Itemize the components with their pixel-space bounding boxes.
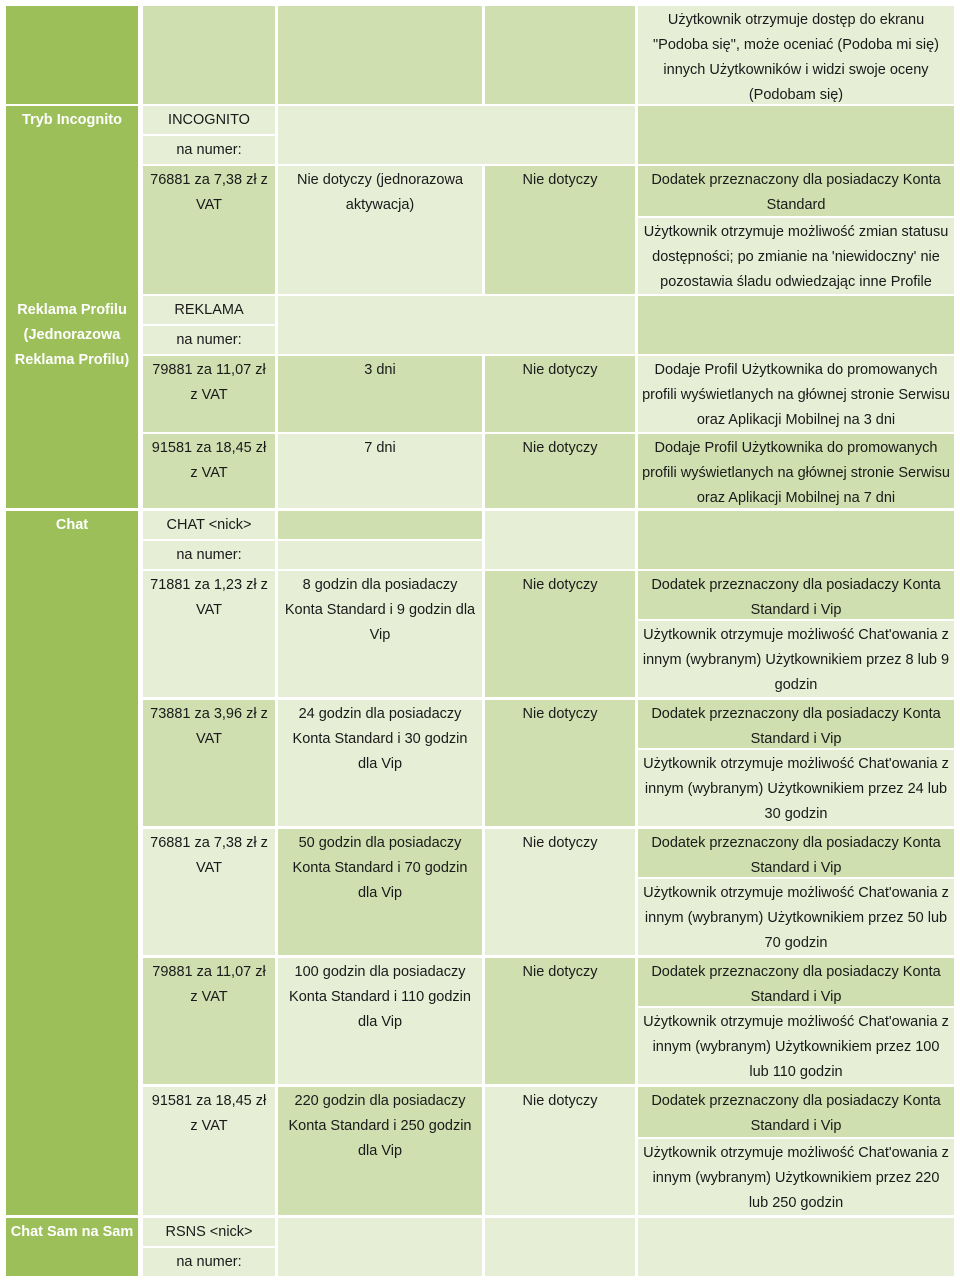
price-chat-1: 71881 za 1,23 zł z VAT — [143, 571, 275, 697]
na-numer-chat-sam: na numer: — [143, 1248, 275, 1276]
description-reklama-2: Dodaje Profil Użytkownika do promowanych profili wyświetlanych na głównej stronie Serwisu oraz Aplikacji Mobilnej na 7 dni — [638, 434, 954, 508]
header-fill-incognito — [278, 106, 635, 164]
service-cell-prev — [6, 6, 138, 104]
description-chat-2a: Dodatek przeznaczony dla posiadaczy Konta Standard i Vip — [638, 700, 954, 748]
description-header-incognito — [638, 106, 954, 164]
description-cell-prev: Użytkownik otrzymuje dostęp do ekranu "Podoba się", może oceniać (Podoba mi się) innych Użytkowników i widzi swoje oceny (Podobam się) — [638, 6, 954, 104]
service-name-chat-sam: Chat Sam na Sam — [6, 1218, 138, 1276]
code-reklama: REKLAMA — [143, 296, 275, 324]
na-numer-chat: na numer: — [143, 541, 275, 569]
price-chat-2: 73881 za 3,96 zł z VAT — [143, 700, 275, 826]
description-chat-4a: Dodatek przeznaczony dla posiadaczy Konta Standard i Vip — [638, 958, 954, 1006]
description-header-chat-sam — [638, 1218, 954, 1276]
price-chat-4: 79881 za 11,07 zł z VAT — [143, 958, 275, 1084]
limit-chat-1: Nie dotyczy — [485, 571, 635, 697]
description-chat-3b: Użytkownik otrzymuje możliwość Chat'owania z innym (wybranym) Użytkownikiem przez 50 lub 70 godzin — [638, 879, 954, 955]
na-numer-reklama: na numer: — [143, 326, 275, 354]
code-chat-sam: RSNS <nick> — [143, 1218, 275, 1246]
header-fill-chat-sam-2 — [485, 1218, 635, 1276]
limit-chat-2: Nie dotyczy — [485, 700, 635, 826]
service-name-reklama: Reklama Profilu (Jednorazowa Reklama Profilu) — [6, 296, 138, 508]
description-chat-5b: Użytkownik otrzymuje możliwość Chat'owania z innym (wybranym) Użytkownikiem przez 220 lub 250 godzin — [638, 1139, 954, 1215]
na-numer-incognito: na numer: — [143, 136, 275, 164]
limit-chat-3: Nie dotyczy — [485, 829, 635, 955]
description-header-chat — [638, 511, 954, 569]
duration-chat-4: 100 godzin dla posiadaczy Konta Standard i 110 godzin dla Vip — [278, 958, 482, 1084]
header-fill-chat-1 — [278, 511, 482, 539]
duration-chat-3: 50 godzin dla posiadaczy Konta Standard i 70 godzin dla Vip — [278, 829, 482, 955]
duration-reklama-2: 7 dni — [278, 434, 482, 508]
header-fill-chat-2 — [278, 541, 482, 569]
duration-chat-2: 24 godzin dla posiadaczy Konta Standard i 30 godzin dla Vip — [278, 700, 482, 826]
price-reklama-1: 79881 za 11,07 zł z VAT — [143, 356, 275, 432]
limit-reklama-1: Nie dotyczy — [485, 356, 635, 432]
duration-chat-1: 8 godzin dla posiadaczy Konta Standard i 9 godzin dla Vip — [278, 571, 482, 697]
description-chat-5a: Dodatek przeznaczony dla posiadaczy Konta Standard i Vip — [638, 1087, 954, 1137]
duration-reklama-1: 3 dni — [278, 356, 482, 432]
duration-incognito: Nie dotyczy (jednorazowa aktywacja) — [278, 166, 482, 294]
service-name-chat: Chat — [6, 511, 138, 1215]
description-incognito-1: Dodatek przeznaczony dla posiadaczy Konta Standard — [638, 166, 954, 216]
price-incognito: 76881 za 7,38 zł z VAT — [143, 166, 275, 294]
limit-chat-4: Nie dotyczy — [485, 958, 635, 1084]
description-chat-3a: Dodatek przeznaczony dla posiadaczy Konta Standard i Vip — [638, 829, 954, 877]
price-chat-5: 91581 za 18,45 zł z VAT — [143, 1087, 275, 1215]
price-chat-3: 76881 za 7,38 zł z VAT — [143, 829, 275, 955]
price-reklama-2: 91581 za 18,45 zł z VAT — [143, 434, 275, 508]
header-fill-chat-3 — [485, 511, 635, 569]
description-chat-2b: Użytkownik otrzymuje możliwość Chat'owania z innym (wybranym) Użytkownikiem przez 24 lub 30 godzin — [638, 750, 954, 826]
limit-cell-prev — [485, 6, 635, 104]
description-chat-1a: Dodatek przeznaczony dla posiadaczy Konta Standard i Vip — [638, 571, 954, 619]
duration-chat-5: 220 godzin dla posiadaczy Konta Standard i 250 godzin dla Vip — [278, 1087, 482, 1215]
code-incognito: INCOGNITO — [143, 106, 275, 134]
limit-chat-5: Nie dotyczy — [485, 1087, 635, 1215]
description-reklama-1: Dodaje Profil Użytkownika do promowanych profili wyświetlanych na głównej stronie Serwisu oraz Aplikacji Mobilnej na 3 dni — [638, 356, 954, 432]
description-header-reklama — [638, 296, 954, 354]
description-chat-4b: Użytkownik otrzymuje możliwość Chat'owania z innym (wybranym) Użytkownikiem przez 100 lub 110 godzin — [638, 1008, 954, 1084]
service-name-incognito: Tryb Incognito — [6, 106, 138, 508]
duration-cell-prev — [278, 6, 482, 104]
header-fill-reklama — [278, 296, 635, 354]
header-fill-chat-sam-1 — [278, 1218, 482, 1276]
code-cell-prev — [143, 6, 275, 104]
description-incognito-2: Użytkownik otrzymuje możliwość zmian statusu dostępności; po zmianie na 'niewidoczny' nie pozostawia śladu odwiedzając inne Profile — [638, 218, 954, 294]
limit-reklama-2: Nie dotyczy — [485, 434, 635, 508]
description-chat-1b: Użytkownik otrzymuje możliwość Chat'owania z innym (wybranym) Użytkownikiem przez 8 lub 9 godzin — [638, 621, 954, 697]
code-chat: CHAT <nick> — [143, 511, 275, 539]
limit-incognito: Nie dotyczy — [485, 166, 635, 294]
